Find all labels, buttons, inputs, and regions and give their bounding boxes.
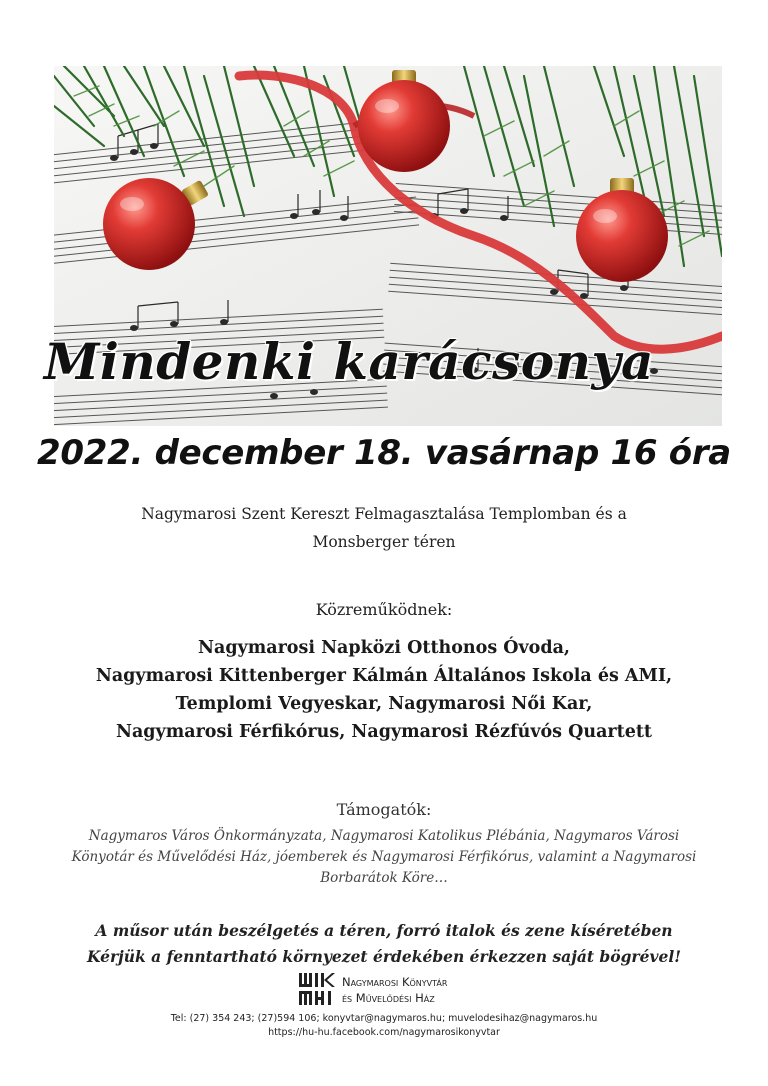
contributors-list: [34, 634, 734, 746]
contributor-line: Nagymarosi Kittenberger Kálmán Általános Iskola és AMI,: [95, 666, 673, 686]
contact-info: [0, 1012, 768, 1040]
sponsors-heading: Támogatók:: [336, 800, 432, 819]
library-name: [342, 974, 447, 1006]
library-logo: [298, 970, 498, 1010]
library-logo-icon: [298, 972, 336, 1006]
contributor-line: Templomi Vegyeskar, Nagymarosi Női Kar,: [175, 694, 593, 714]
page-title: Mindenki karácsonya: [44, 332, 654, 391]
notice-line: Kérjük a fenntartható környezet érdekében érkezzen saját bögrével!: [86, 947, 682, 966]
sponsor-line: Borbarátok Köre…: [320, 870, 448, 886]
sponsor-line: Könyotár és Művelődési Ház, jóemberek és Nagymarosi Férfikórus, valamint a Nagymarosi: [71, 849, 697, 865]
contact-phone-email: Tel: (27) 354 243; (27)594 106; konyvtar@nagymaros.hu; muvelodesihaz@nagymaros.hu: [170, 1013, 598, 1024]
notice: [24, 918, 744, 970]
sponsor-line: Nagymaros Város Önkormányzata, Nagymarosi Katolikus Plébánia, Nagymaros Városi: [88, 828, 680, 844]
contributor-line: Nagymarosi Férfikórus, Nagymarosi Rézfúvós Quartett: [115, 722, 653, 742]
contributor-line: Nagymarosi Napközi Otthonos Óvoda,: [197, 638, 571, 658]
sponsors-list: [34, 826, 734, 889]
venue-line: Nagymarosi Szent Kereszt Felmagasztalása Templomban és a: [141, 505, 627, 523]
venue-line: Monsberger téren: [312, 533, 456, 551]
library-name-line: Nagymarosi Könyvtár: [342, 975, 448, 989]
library-name-line: és Művelődési Ház: [342, 991, 435, 1005]
contributors-heading: Közreműködnek:: [315, 600, 453, 619]
event-date: 2022. december 18. vasárnap 16 óra: [37, 433, 731, 473]
contact-facebook-link[interactable]: https://hu-hu.facebook.com/nagymarosikonyvtar: [268, 1027, 500, 1038]
notice-line: A műsor után beszélgetés a téren, forró italok és zene kíséretében: [95, 921, 673, 940]
venue: [84, 500, 684, 556]
